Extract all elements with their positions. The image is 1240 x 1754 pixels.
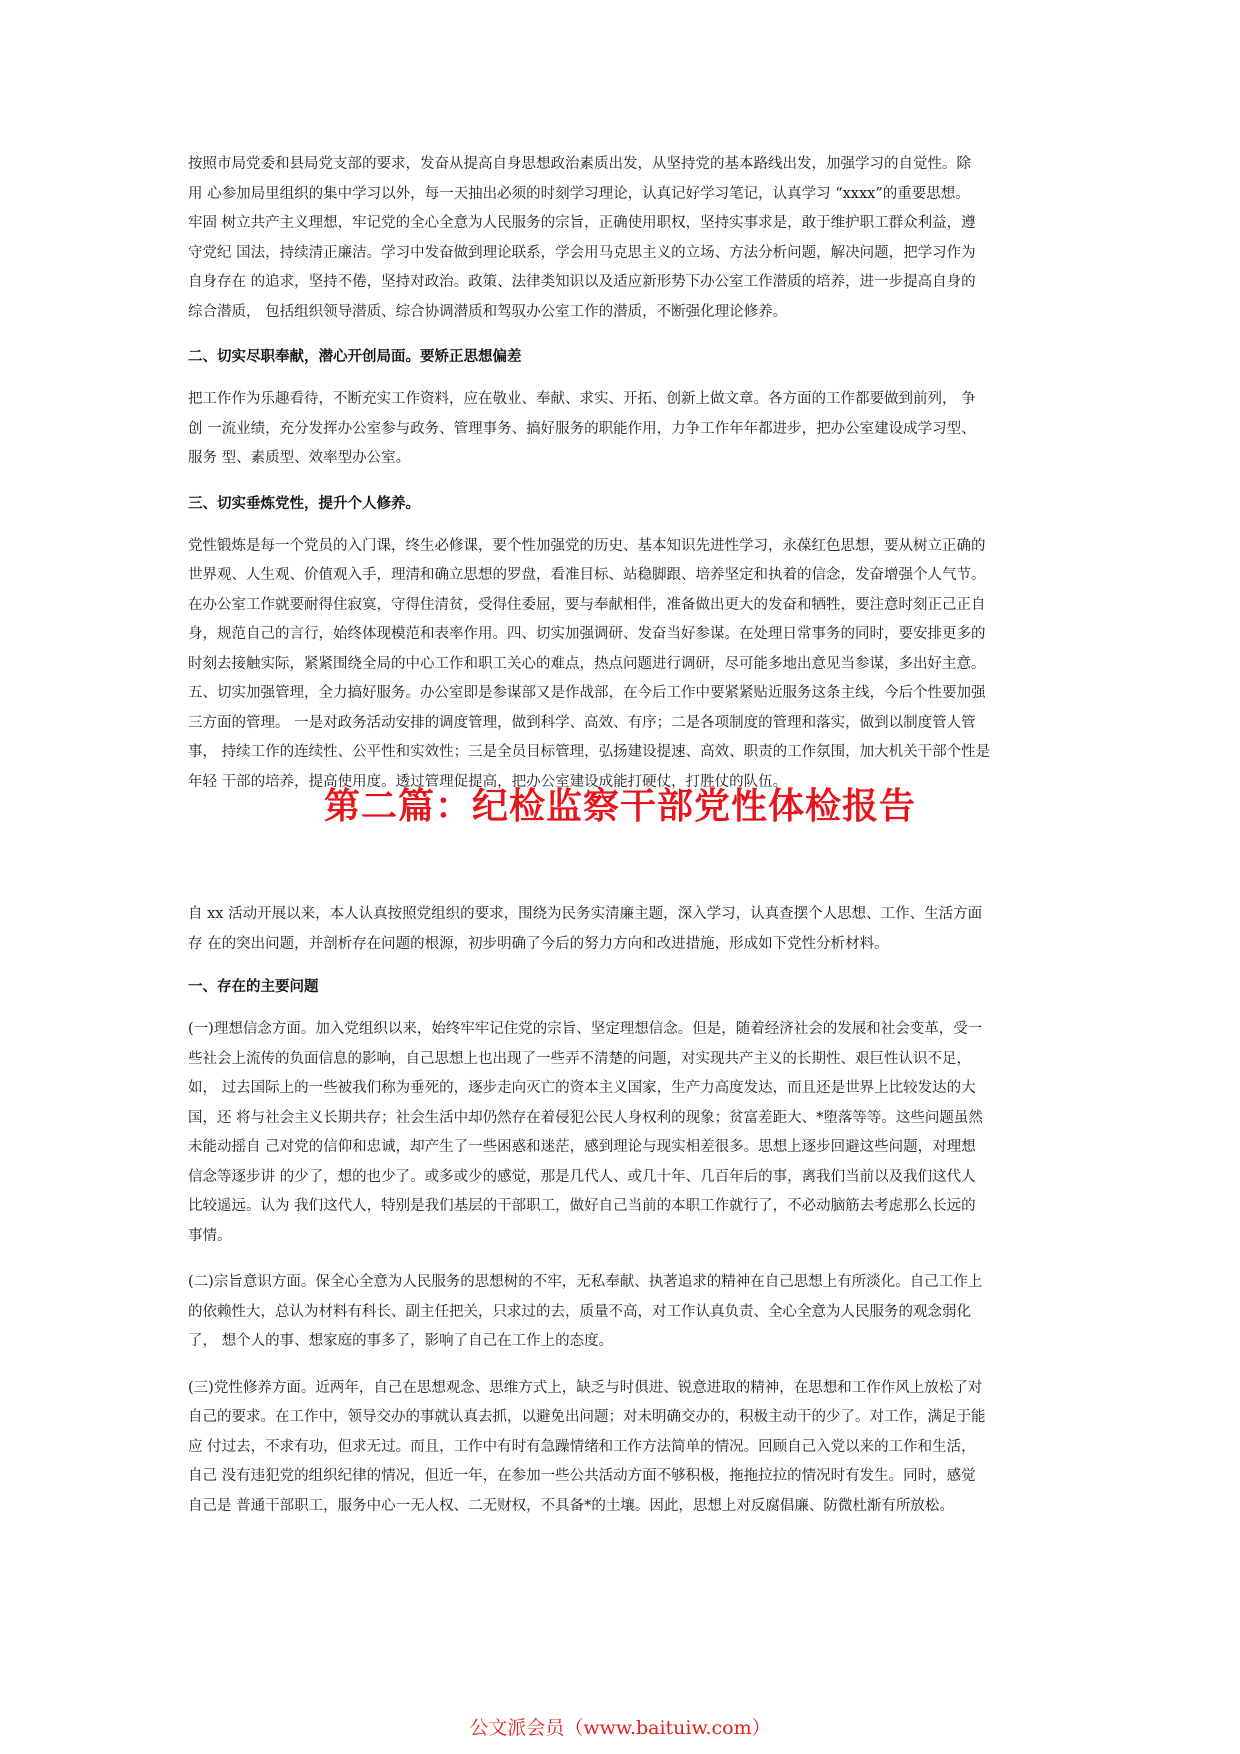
text-line: 比较遥远。认为 我们这代人，特别是我们基层的干部职工，做好自己当前的本职工作就行了，不必动脑筋去考虑那么长远的 [188, 1198, 976, 1214]
text-line: 存 在的突出问题，并剖析存在问题的根源，初步明确了今后的努力方向和改进措施，形成如下党性分析材料。 [188, 935, 889, 952]
footer-watermark: 公文派会员（www.baituiw.com） [469, 1717, 771, 1739]
text-line: 按照市局党委和县局党支部的要求，发奋从提高自身思想政治素质出发，从坚持党的基本路线出发，加强学习的自觉性。除 [188, 156, 971, 172]
text-line: 事情。 [188, 1227, 232, 1244]
text-line: 党性锻炼是每一个党员的入门课，终生必修课，要个性加强党的历史、基本知识先进性学习，永葆红色思想，要从树立正确的 [188, 537, 986, 554]
article-title: 第二篇：纪检监察干部党性体检报告 [323, 786, 916, 827]
text-line: 身，规范自己的言行，始终体现模范和表率作用。四、切实加强调研、发奋当好参谋。在处理日常事务的同时，要安排更多的 [188, 626, 986, 642]
text-line: 年轻 干部的培养，提高使用度。透过管理促提高，把办公室建设成能打硬仗，打胜仗的队伍。 [188, 773, 788, 790]
paragraph-party-spirit [188, 532, 1056, 798]
heading-main-problems: 一、存在的主要问题 [188, 979, 319, 995]
paragraph-work [188, 385, 1056, 474]
text-line: 自己是 普通干部职工，服务中心一无人权、二无财权，不具备*的土壤。因此，思想上对反腐倡廉、防微杜渐有所放松。 [188, 1497, 954, 1514]
text-line: 创 一流业绩，充分发挥办公室参与政务、管理事务、搞好服务的职能作用，力争工作年年都进步，把办公室建设成学习型、 [188, 420, 976, 437]
text-line: 自 xx 活动开展以来，本人认真按照党组织的要求，围绕为民务实清廉主题，深入学习，认真查摆个人思想、工作、生活方面 [188, 906, 983, 922]
text-line: 的依赖性大，总认为材料有科长、副主任把关，只求过的去，质量不高，对工作认真负责、全心全意为人民服务的观念弱化 [188, 1303, 971, 1320]
text-line: 牢固 树立共产主义理想，牢记党的全心全意为人民服务的宗旨，正确使用职权，坚持实事求是，敢于维护职工群众利益，遵 [188, 215, 976, 231]
text-line: 自身存在 的追求，坚持不倦，坚持对政治。政策、法律类知识以及适应新形势下办公室工作潜质的培养，进一步提高自身的 [188, 274, 976, 290]
text-line: 些社会上流传的负面信息的影响，自己思想上也出现了一些弄不清楚的问题，对实现共产主义的长期性、艰巨性认识不足， [188, 1050, 971, 1067]
paragraph-ideals [188, 1015, 1056, 1251]
text-line: 事， 持续工作的连续性、公平性和实效性；三是全员目标管理，弘扬建设提速、高效、职责的工作氛围，加大机关干部个性是 [188, 744, 991, 760]
text-line: 守党纪 国法，持续清正廉洁。学习中发奋做到理论联系，学会用马克思主义的立场、方法分析问题，解决问题，把学习作为 [188, 244, 976, 261]
text-line: 未能动摇自 己对党的信仰和忠诚，却产生了一些困惑和迷茫，感到理论与现实相差很多。思想上逐步回避这些问题，对理想 [188, 1139, 976, 1155]
text-line: (二)宗旨意识方面。保全心全意为人民服务的思想树的不牢，无私奉献、执著追求的精神在自己思想上有所淡化。自己工作上 [188, 1274, 983, 1290]
text-line: (一)理想信念方面。加入党组织以来，始终牢牢记住党的宗旨、坚定理想信念。但是，随着经济社会的发展和社会变革，受一 [188, 1021, 983, 1037]
text-line: 自己的要求。在工作中，领导交办的事就认真去抓，以避免出问题；对未明确交办的，积极主动干的少了。对工作，满足于能 [188, 1409, 986, 1425]
text-line: 三方面的管理。 一是对政务活动安排的调度管理，做到科学、高效、有序；二是各项制度的管理和落实，做到以制度管人管 [188, 714, 976, 731]
paragraph-study [188, 150, 1056, 327]
text-line: 信念等逐步讲 的少了，想的也少了。或多或少的感觉，那是几代人、或几十年、几百年后的事，离我们当前以及我们这代人 [188, 1168, 976, 1185]
text-line: (三)党性修养方面。近两年，自己在思想观念、思维方式上，缺乏与时俱进、锐意进取的精神，在思想和工作作风上放松了对 [188, 1379, 983, 1396]
paragraph-intro [188, 900, 1056, 959]
text-line: 时刻去接触实际，紧紧围绕全局的中心工作和职工关心的难点，热点问题进行调研，尽可能多地出意见当参谋，多出好主意。 [188, 655, 986, 672]
text-line: 在办公室工作就要耐得住寂寞，守得住清贫，受得住委屈，要与奉献相伴，准备做出更大的发奋和牺牲，要注意时刻正己正自 [188, 596, 986, 613]
paragraph-cultivation [188, 1374, 1056, 1522]
text-line: 用 心参加局里组织的集中学习以外，每一天抽出必须的时刻学习理论，认真记好学习笔记，认真学习 “xxxx”的重要思想。 [188, 185, 970, 202]
text-line: 如， 过去国际上的一些被我们称为垂死的，逐步走向灭亡的资本主义国家，生产力高度发达，而且还是世界上比较发达的大 [188, 1080, 976, 1096]
text-line: 应 付过去，不求有功，但求无过。而且，工作中有时有急躁情绪和工作方法简单的情况。回顾自己入党以来的工作和生活， [188, 1438, 976, 1455]
text-line: 自己 没有违犯党的组织纪律的情况，但近一年，在参加一些公共活动方面不够积极，拖拖拉拉的情况时有发生。同时，感觉 [188, 1468, 976, 1484]
text-line: 服务 型、素质型、效率型办公室。 [188, 450, 411, 466]
paragraph-purpose [188, 1268, 1056, 1357]
text-line: 五、切实加强管理，全力搞好服务。办公室即是参谋部又是作战部，在今后工作中要紧紧贴近服务这条主线，今后个性要加强 [188, 685, 986, 701]
heading-section-3: 三、切实垂炼党性，提升个人修养。 [188, 495, 420, 512]
text-line: 了， 想个人的事、想家庭的事多了，影响了自己在工作上的态度。 [188, 1333, 614, 1349]
part1-content [188, 150, 1056, 797]
text-line: 世界观、人生观、价值观入手，理清和确立思想的罗盘，看准目标、站稳脚跟、培养坚定和执着的信念，发奋增强个人气节。 [188, 567, 986, 583]
text-line: 国，还 将与社会主义长期共存；社会生活中却仍然存在着侵犯公民人身权利的现象；贫富差距大、*堕落等等。这些问题虽然 [188, 1109, 983, 1126]
text-line: 把工作作为乐趣看待，不断充实工作资料，应在敬业、奉献、求实、开拓、创新上做文章。各方面的工作都要做到前列， 争 [188, 391, 976, 407]
part2-content [188, 900, 1056, 1521]
heading-section-2: 二、切实尽职奉献，潜心开创局面。要矫正思想偏差 [188, 349, 522, 365]
text-line: 综合潜质， 包括组织领导潜质、综合协调潜质和驾驭办公室工作的潜质，不断强化理论修养。 [188, 303, 788, 320]
